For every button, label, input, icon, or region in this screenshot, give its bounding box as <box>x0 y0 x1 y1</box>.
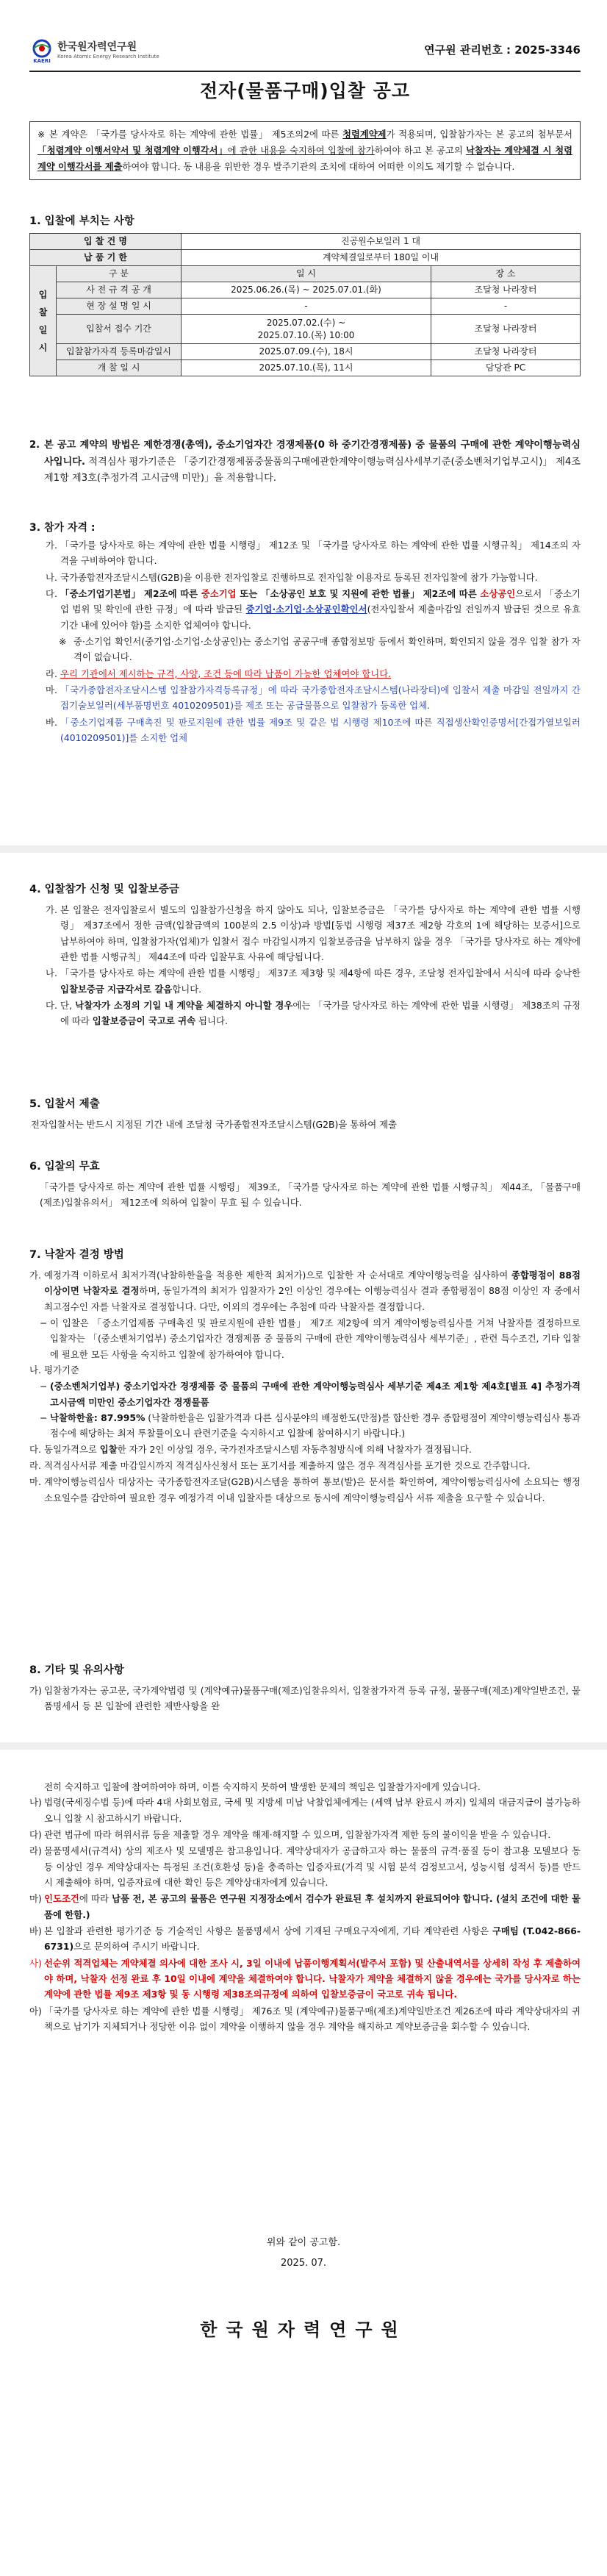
notice-highlight: 「청렴계약 이행서약서 및 청렴계약 이행각서」 <box>37 146 228 157</box>
table-row <box>30 266 581 282</box>
qualification-item: 「국가종합전자조달시스템 입찰참가자격등록규정」에 따라 국가종합전자조달시스템(나라장터)에 입찰서 제출 마감일 전일까지 간접기술보일러(세부품명번호 4010209501)를 제조 또는 공급물품으로 입찰참가 등록한 업체. <box>60 684 581 712</box>
notes-item: 법령(국세징수법 등)에 따라 4대 사회보험료, 국세 및 지방세 미납 낙찰업체에게는 (세액 납부 완료시 까지) 일체의 대금지급이 불가능하오니 입찰 시 참고하시기 바랍니다. <box>44 1797 581 1824</box>
col-header-date: 일 시 <box>182 266 431 282</box>
section-1-bid-items <box>29 213 581 376</box>
section-heading: 4. 입찰참가 신청 및 입찰보증금 <box>29 884 179 895</box>
section-8-notes: 8. 기타 및 유의사항 가) 입찰참가자는 공고문, 국가계약법령 및 (계약예규)물품구매(제조)입찰유의서, 입찰참가자격 등록 규정, 물품구매(제조)계약일반조건, 물품명세서 등 본 입찰에 관련한 제반사항을 완 <box>29 1661 581 1715</box>
schedule-date: 2025.07.10.(목), 11시 <box>182 360 431 376</box>
section-heading: 8. 기타 및 유의사항 <box>29 1664 124 1676</box>
section-4-bid-deposit: 4. 입찰참가 신청 및 입찰보증금 가. 본 입찰은 전자입찰로서 별도의 입찰참가신청을 하지 않아도 되나, 입찰보증금은 「국가를 당사자로 하는 계약에 관한 법률 시행령」 제37조에서 정한 금액(입찰금액의 100분의 2.5 이상)과 방법[동법 시행령 제37조 제2항 각호의 1에 해당하는 보증서]으로 납부하여야 하며, 입찰참가자(업체)가 입찰서 접수 마감일시까지 입찰보증금을 납부하지 않을 경우 「국가를 당사자로 하는 계약에 관한 법률 시행규칙」 제44조에 따라 입찰무효 사유에 해당됩니다. 나. 「국가를 당사자로 하는 계약에 관한 법률 시행령」 제37조 제3항 및 제4항에 따른 경우, 조달청 전자입찰에서 서식에 따라 승낙한 입찰보증금 지급각서로 갈음합니다. 다. 단, 낙찰자가 소정의 기일 내 계약을 체결하지 아니할 경우에는 「국가를 당사자로 하는 계약에 관한 법률 시행령」 제38조의 규정에 따라 입찰보증금이 국고로 귀속 됩니다. <box>29 881 581 1030</box>
notice-text: 하여야 하고 본 공고의 <box>374 146 467 157</box>
qualification-item: 「중소기업제품 구매촉진 및 판로지원에 관한 법률 제9조 및 같은 법 시행령 제10조에 따른 직접생산확인증명서[간접가열보일러(4010209501)]를 소지한 업체 <box>60 716 581 744</box>
bid-info-table <box>29 233 581 376</box>
evaluation-criteria: (중소벤처기업부) 중소기업자간 경쟁제품 중 물품의 구매에 관한 계약이행능력심사 세부기준 제4조 제1항 제4호[별표 4] 추정가격 고시금액 미만인 중소기업자간 경쟁물품 <box>50 1381 581 1408</box>
delivery-deadline-value: 계약체결일로부터 180일 이내 <box>182 250 581 266</box>
page-gap <box>0 1742 607 1750</box>
section-6-bid-invalidity <box>29 1158 581 1211</box>
section-3-qualifications: 3. 참가 자격 : 가. 「국가를 당사자로 하는 계약에 관한 법률 시행령」 제12조 및 「국가를 당사자로 하는 계약에 관한 법률 시행규칙」 제14조의 자격을 구비하여야 합니다. 나. 국가종합전자조달시스템(G2B)을 이용한 전자입찰로 진행하므로 전자입찰 이용자로 등록된 전자입찰에 참가 가능합니다. 다. 「중소기업기본법」 제2조에 따른 중소기업 또는 「소상공인 보호 및 지원에 관한 법률」 제2조에 따른 소상공인으로서 「중소기업 범위 및 확인에 관한 규정」에 따라 발급된 중기업·소기업·소상공인확인서(전자입찰서 제출마감일 전일까지 발급된 것으로 유효기간 내에 있어야 함)를 소지한 업체여야 합니다. ※ 중·소기업 확인서(중기업·소기업·소상공인)는 중소기업 공공구매 종합정보망 등에서 확인하며, 확인되지 않을 경우 입찰 참가 자격이 없습니다. 라. 우리 기관에서 제시하는 규격, 사양, 조건 등에 따라 납품이 가능한 업체여야 합니다. 마. 「국가종합전자조달시스템 입찰참가자격등록규정」에 따라 국가종합전자조달시스템(나라장터)에 입찰서 제출 마감일 전일까지 간접기술보일러(세부품명번호 4010209501)를 제조 또는 공급물품으로 입찰참가 등록한 업체. 바. 「중소기업제품 구매촉진 및 판로지원에 관한 법률 제9조 및 같은 법 시행령 제10조에 따른 직접생산확인증명서[간접가열보일러(4010209501)]를 소지한 업체 <box>29 522 581 744</box>
schedule-place: 담당관 PC <box>431 360 581 376</box>
schedule-date: 2025.06.26.(목) ~ 2025.07.01.(화) <box>182 282 431 298</box>
org-name-en: Korea Atomic Energy Research Institute <box>57 54 159 60</box>
schedule-place: 조달청 나라장터 <box>431 315 581 344</box>
delivery-deadline-label: 납 품 기 한 <box>30 250 182 266</box>
notes-item-important: 선순위 적격업체는 계약체결 의사에 대한 조사 시, 3일 이내에 납품이행계획서(발주서 포함) 및 산출내역서를 상세히 작성 후 제출하여야 하며, 낙찰자 선정 완료 후 10일 이내에 계약을 체결하여야 합니다. 낙찰자가 계약을 체결하지 않을 경우에는 국가를 당사자로 하는 계약에 관한 법률 제9조 제3항 및 동 시행령 제38조의규정에 의하여 입찰보증금이 국고로 귀속 됩니다. <box>44 1957 581 2000</box>
notice-text: ※ 본 계약은 「국가를 당사자로 하는 계약에 관한 법률」 제5조의2에 따른 <box>37 129 343 140</box>
notes-item: 입찰참가자는 공고문, 국가계약법령 및 (계약예규)물품구매(제조)입찰유의서, 입찰참가자격 등록 규정, 물품구매(제조)계약일반조건, 물품명세서 등 본 입찰에 관련한 제반사항을 완 <box>44 1684 581 1712</box>
closing-statement: 위와 같이 공고함. <box>266 2237 341 2248</box>
section-heading: 5. 입찰서 제출 <box>29 1098 100 1110</box>
submission-text: 전자입찰서는 반드시 지정된 기간 내에 조달청 국가종합전자조달시스템(G2B)을 통하여 제출 <box>31 1118 398 1130</box>
contract-method-text: 적격심사 평가기준은 「중기간경쟁제품중물품의구매에관한계약이행능력심사세부기준(중소벤처기업부고시)」 제4조 제1항 제3호(추정가격 고시금액 미만)」을 적용합니다. <box>44 456 581 484</box>
closing-org-name: 한국원자력연구원 <box>200 2319 407 2340</box>
page-gap <box>0 845 607 853</box>
deposit-item: 본 입찰은 전자입찰로서 별도의 입찰참가신청을 하지 않아도 되나, 입찰보증금은 「국가를 당사자로 하는 계약에 관한 법률 시행령」 제37조에서 정한 금액(입찰금액의 100분의 2.5 이상)과 방법[동법 시행령 제37조 제2항 각호의 1에 해당하는 보증서]으로 납부하여야 하며, 입찰참가자(업체)가 입찰서 접수 마감일시까지 입찰보증금을 납부하지 않을 경우 「국가를 당사자로 하는 계약에 관한 법률 시행규칙」 제44조에 따라 입찰무효 사유에 해당됩니다. <box>60 904 581 962</box>
qualification-item: 「국가를 당사자로 하는 계약에 관한 법률 시행령」 제12조 및 「국가를 당사자로 하는 계약에 관한 법률 시행규칙」 제14조의 자격을 구비하여야 합니다. <box>60 540 581 567</box>
table-row <box>30 282 581 298</box>
management-number: 연구원 관리번호 : 2025-3346 <box>424 43 581 57</box>
invalidity-text: 「국가를 당사자로 하는 계약에 관한 법률 시행령」 제39조, 「국가를 당사자로 하는 계약에 관한 법률 시행규칙」 제44조, 「물품구매(제조)입찰유의서」 제12조에 의하여 입찰이 무효 될 수 있습니다. <box>40 1181 581 1209</box>
section-heading: 6. 입찰의 무효 <box>29 1161 100 1173</box>
document-header <box>29 37 581 68</box>
col-header-type: 구 분 <box>57 266 182 282</box>
notes-item: 「국가를 당사자로 하는 계약에 관한 법률 시행령」 제76조 및 (계약예규)물품구매(제조)계약일반조건 제26조에 따라 계약상대자의 귀책으로 납기가 지체되거나 정당한 이유 없이 계약을 이행하지 않을 경우 계약을 해지하고 계약보증금을 회수할 수 있습니다. <box>44 2005 581 2032</box>
section-heading: 1. 입찰에 부치는 사항 <box>29 215 134 227</box>
bid-name-label: 입 찰 건 명 <box>30 234 182 250</box>
table-row <box>30 298 581 315</box>
notes-item: 물품명세서(규격서) 상의 제조사 및 모델명은 참고용입니다. 계약상대자가 공급하고자 하는 물품의 규격·품질 등이 참고용 모델보다 동등 이상인 경우 계약상대자는 특정된 조건(호환성 등)을 충족하는 입증자료(가격 및 시험 분석 검정보고서, 성능시험 성적서 등)를 반드시 제출해야 하며, 입증자료에 대한 확인 등은 계약상대자에게 있습니다. <box>44 1845 581 1888</box>
org-logo <box>29 37 159 66</box>
closing-date: 2025. 07. <box>280 2258 327 2269</box>
schedule-type: 사 전 규 격 공 개 <box>57 282 182 298</box>
qualification-item: 우리 기관에서 제시하는 규격, 사양, 조건 등에 따라 납품이 가능한 업체여야 합니다. <box>60 668 392 679</box>
section-8-notes-continued: 전히 숙지하고 입찰에 참여하여야 하며, 이를 숙지하지 못하여 발생한 문제의 책임은 입찰참가자에게 있습니다. 나) 법령(국세징수법 등)에 따라 4대 사회보험료, 국세 및 지방세 미납 낙찰업체에게는 (세액 납부 완료시 까지) 일체의 대금지급이 불가능하오니 입찰 시 참고하시기 바랍니다. 다) 관련 법규에 따라 허위서류 등을 제출할 경우 계약을 해제·해지할 수 있으며, 입찰참가자격 제한 등의 불이익을 받을 수 있습니다. 라) 물품명세서(규격서) 상의 제조사 및 모델명은 참고용입니다. 계약상대자가 공급하고자 하는 물품의 규격·품질 등이 참고용 모델보다 동등 이상인 경우 계약상대자는 특정된 조건(호환성 등)을 충족하는 입증자료(가격 및 시험 분석 검정보고서, 성능시험 성적서 등)를 반드시 제출해야 하며, 입증자료에 대한 확인 등은 계약상대자에게 있습니다. 마) 인도조건에 따라 납품 전, 본 공고의 물품은 연구원 지정장소에서 검수가 완료된 후 설치까지 완료되어야 합니다. (설치 조건에 대한 물품에 한함.) 바) 본 입찰과 관련한 평가기준 등 기술적인 사항은 물품명세서 상에 기재된 구매요구자에게, 기타 계약관련 사항은 구매팀 (T.042-866-6731)으로 문의하여 주시기 바랍니다. 사) 선순위 적격업체는 계약체결 의사에 대한 조사 시, 3일 이내에 납품이행계획서(발주서 포함) 및 산출내역서를 상세히 작성 후 제출하여야 하며, 낙찰자 선정 완료 후 10일 이내에 계약을 체결하여야 합니다. 낙찰자가 계약을 체결하지 않을 경우에는 국가를 당사자로 하는 계약에 관한 법률 제9조 제3항 및 동 시행령 제38조의규정에 의하여 입찰보증금이 국고로 귀속 됩니다. 아) 「국가를 당사자로 하는 계약에 관한 법률 시행령」 제76조 및 (계약예규)물품구매(제조)계약일반조건 제26조에 따라 계약상대자의 귀책으로 납기가 지체되거나 정당한 이유 없이 계약을 이행하지 않을 경우 계약을 해지하고 계약보증금을 회수할 수 있습니다. <box>29 1779 581 2035</box>
schedule-type: 입찰서 접수 기간 <box>57 315 182 344</box>
award-item: 계약이행능력심사 대상자는 국가종합전자조달(G2B)시스템을 통하여 통보(발)은 문서를 확인하여, 계약이행능력심사에 소요되는 행정소요일수를 감안하여 필요한 경우 예정가격 이내 입찰자를 대상으로 동시에 계약이행능력심사 서류 제출을 요구할 수 있습니다. <box>44 1476 581 1503</box>
schedule-type: 입찰참가자격 등록마감일시 <box>57 344 182 360</box>
schedule-label: 입찰일시 <box>30 266 57 376</box>
notes-item: 전히 숙지하고 입찰에 참여하여야 하며, 이를 숙지하지 못하여 발생한 문제의 책임은 입찰참가자에게 있습니다. <box>44 1781 481 1792</box>
lower-limit-rate: 낙찰하한율: 87.995% <box>50 1412 146 1423</box>
notice-highlight: 낙찰자는 계약체결 시 청렴계약 이행각서를 제출 <box>37 146 573 173</box>
qualification-note: 중·소기업 확인서(중기업·소기업·소상공인)는 중소기업 공공구매 종합정보망 등에서 확인하며, 확인되지 않을 경우 입찰 참가 자격이 없습니다. <box>73 636 581 663</box>
integrity-contract-notice <box>29 121 581 180</box>
schedule-place: - <box>431 298 581 315</box>
notice-highlight: 청렴계약제 <box>342 129 387 140</box>
table-row <box>30 344 581 360</box>
notice-text: 하여야 합니다. 동 내용을 위반한 경우 발주기관의 조치에 대하여 어떠한 이의도 제기할 수 없습니다. <box>122 162 515 173</box>
org-name-ko: 한국원자력연구원 <box>57 41 137 53</box>
evaluation-criteria-label: 평가기준 <box>44 1364 79 1375</box>
table-row <box>30 315 581 344</box>
schedule-type: 현 장 설 명 일 시 <box>57 298 182 315</box>
award-item: 적격심사서류 제출 마감일시까지 적격심사신청서 또는 포기서를 제출하지 않은 경우 적격심사를 포기한 것으로 간주합니다. <box>44 1459 531 1471</box>
qualification-heading: 참가 자격 : <box>44 522 96 534</box>
bid-name-value: 진공원수보일러 1 대 <box>182 234 581 250</box>
section-5-bid-submission <box>29 1095 581 1132</box>
document-page-2 <box>0 853 607 1742</box>
contract-method-text: 본 공고 계약의 방법은 제한경쟁(총액), 중소기업자간 경쟁제품(0 하 중기간경쟁제품) 중 물품의 구매에 관한 계약이행능력심사입니다. <box>44 440 581 468</box>
schedule-date: 2025.07.09.(수), 18시 <box>182 344 431 360</box>
logo-text: KAERI <box>33 58 51 63</box>
section-7-award-method: 7. 낙찰자 결정 방법 가. 예정가격 이하로서 최저가격(낙찰하한율을 적용한 제한적 최저가)으로 입찰한 자 순서대로 계약이행능력을 심사하여 종합평점이 88점 이상이면 낙찰자로 결정하며, 동일가격의 최저가 입찰자가 2인 이상인 경우에는 이행능력심사 결과 종합평점이 88점 이상인 자 중에서 최고점수인 자를 낙찰자로 결정합니다. 다만, 이외의 경우에는 추첨에 따라 낙찰자를 결정합니다. − 이 입찰은 「중소기업제품 구매촉진 및 판로지원에 관한 법률」 제7조 제2항에 의거 계약이행능력심사를 거쳐 낙찰자를 결정하므로 입찰자는 「(중소벤처기업부) 중소기업자간 경쟁제품 중 물품의 구매에 관한 계약이행능력심사 세부기준」, 관련 특수조건, 기타 입찰에 필요한 모든 사항을 숙지하고 입찰에 참가하여야 합니다. 나. 평가기준 − (중소벤처기업부) 중소기업자간 경쟁제품 중 물품의 구매에 관한 계약이행능력심사 세부기준 제4조 제1항 제4호[별표 4] 추정가격 고시금액 미만인 중소기업자간 경쟁물품 − 낙찰하한율: 87.995% (낙찰하한율은 입찰가격과 다른 심사분야의 배점한도(만점)를 합산한 경우 종합평점이 계약이행능력심사 통과점수에 해당하는 최저 투찰률이오니 관련기준을 숙지하시고 입찰에 참여하시기 바랍니다.) 다. 동일가격으로 입찰한 자가 2인 이상일 경우, 국가전자조달시스템 자동추첨방식에 의해 낙찰자가 결정됩니다. 라. 적격심사서류 제출 마감일시까지 적격심사신청서 또는 포기서를 제출하지 않은 경우 적격심사를 포기한 것으로 간주합니다. 마. 계약이행능력심사 대상자는 국가종합전자조달(G2B)시스템을 통하여 통보(발)은 문서를 확인하여, 계약이행능력심사에 소요되는 행정소요일수를 감안하여 필요한 경우 예정가격 이내 입찰자를 대상으로 동시에 계약이행능력심사 서류 제출을 요구할 수 있습니다. <box>29 1246 581 1506</box>
table-row <box>30 250 581 266</box>
notice-text: 에 관한 내용을 숙지하여 입찰에 참가 <box>227 146 375 157</box>
award-note: 이 입찰은 「중소기업제품 구매촉진 및 판로지원에 관한 법률」 제7조 제2항에 의거 계약이행능력심사를 거쳐 낙찰자를 결정하므로 입찰자는 「(중소벤처기업부) 중소기업자간 경쟁제품 중 물품의 구매에 관한 계약이행능력심사 세부기준」, 관련 특수조건, 기타 입찰에 필요한 모든 사항을 숙지하고 입찰에 참가하여야 합니다. <box>50 1317 581 1360</box>
kaeri-logo-icon <box>29 38 54 63</box>
col-header-place: 장 소 <box>431 266 581 282</box>
schedule-place: 조달청 나라장터 <box>431 282 581 298</box>
notes-item: 관련 법규에 따라 허위서류 등을 제출할 경우 계약을 해제·해지할 수 있으며, 입찰참가자격 제한 등의 불이익을 받을 수 있습니다. <box>44 1828 551 1840</box>
table-row <box>30 234 581 250</box>
table-row <box>30 360 581 376</box>
notice-text: 가 적용되며, 입찰참가자는 본 공고의 첨부문서 <box>386 129 572 140</box>
qualification-item: 국가종합전자조달시스템(G2B)을 이용한 전자입찰로 진행하므로 전자입찰 이용자로 등록된 전자입찰에 참가 가능합니다. <box>60 571 538 583</box>
document-page-1 <box>0 0 607 845</box>
schedule-type: 개 찰 일 시 <box>57 360 182 376</box>
schedule-date: - <box>182 298 431 315</box>
schedule-place: 조달청 나라장터 <box>431 344 581 360</box>
section-2-contract-method: 2. 본 공고 계약의 방법은 제한경쟁(총액), 중소기업자간 경쟁제품(0 하 중기간경쟁제품) 중 물품의 구매에 관한 계약이행능력심사입니다. 적격심사 평가기준은 「중기간경쟁제품중물품의구매에관한계약이행능력심사세부기준(중소벤처기업부고시)」 제4조 제1항 제3호(추정가격 고시금액 미만)」을 적용합니다. <box>29 440 581 484</box>
header-divider <box>29 71 581 72</box>
section-heading: 7. 낙찰자 결정 방법 <box>29 1249 124 1261</box>
document-title: 전자(물품구매)입찰 공고 <box>199 80 411 101</box>
schedule-date: 2025.07.02.(수) ~ 2025.07.10.(목) 10:00 <box>182 315 431 344</box>
document-page-3 <box>0 1750 607 2576</box>
